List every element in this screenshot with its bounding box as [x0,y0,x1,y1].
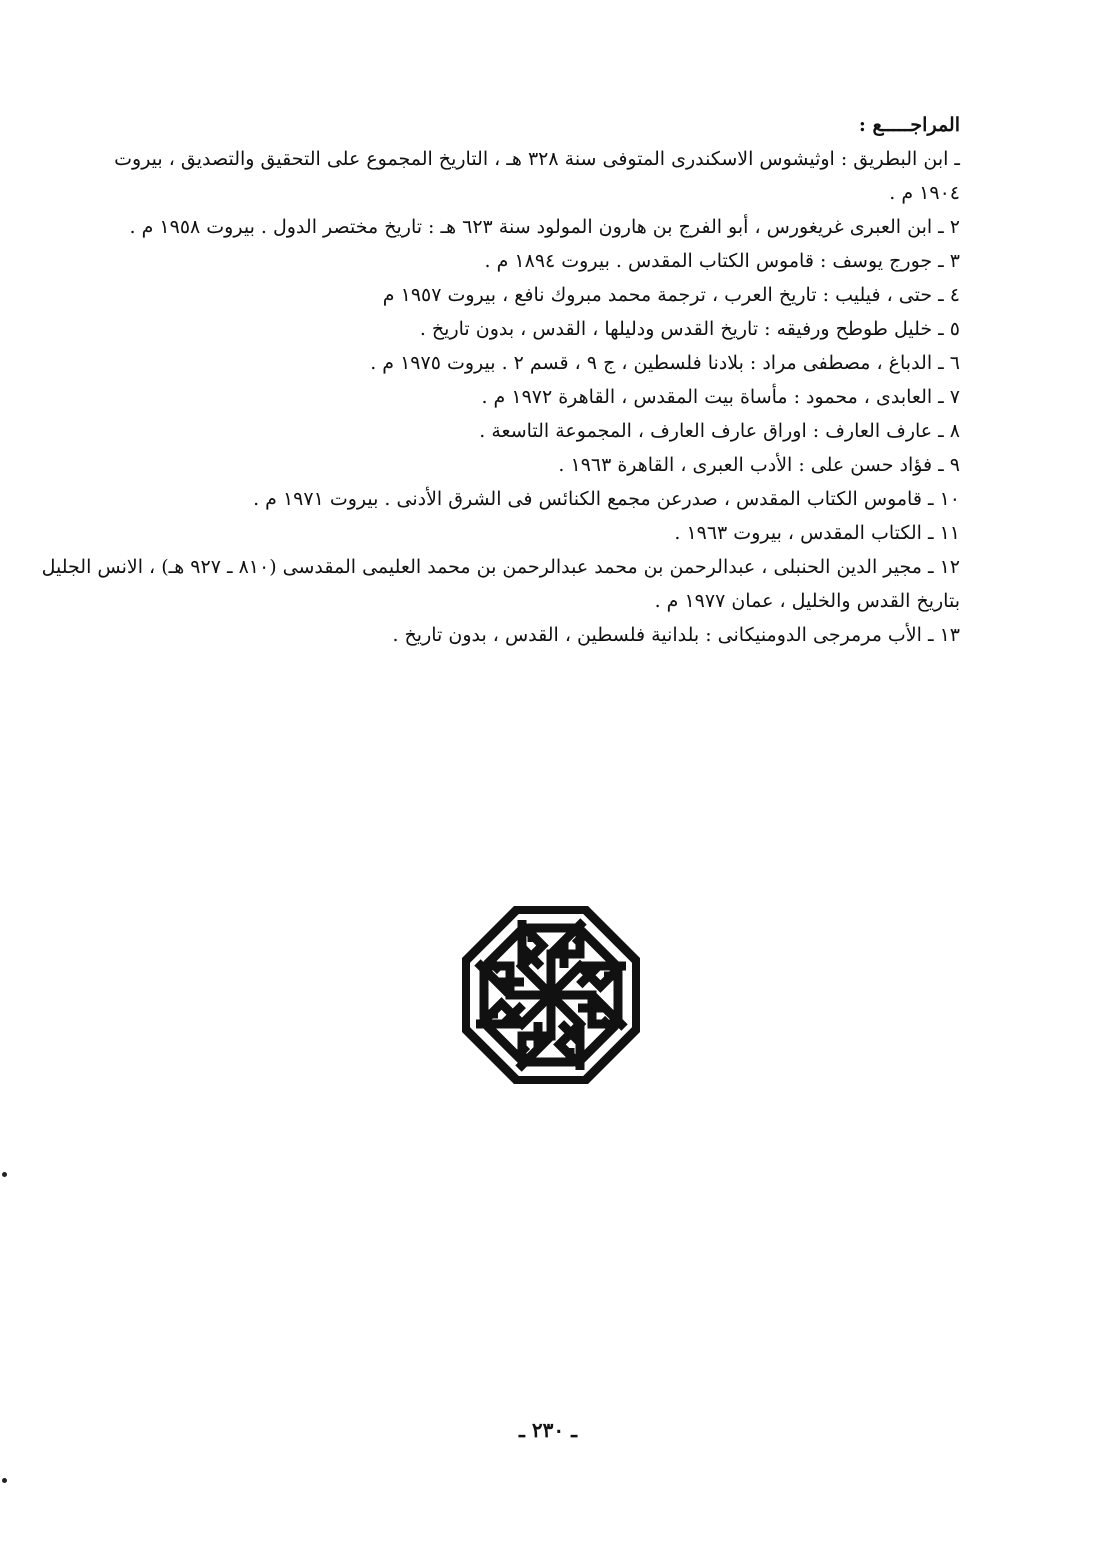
reference-line: بتاريخ القدس والخليل ، عمان ١٩٧٧ م . [654,590,960,612]
reference-line: ١٣ ـ الأب مرمرجى الدومنيكانى : بلدانية فلسطين ، القدس ، بدون تاريخ . [392,624,960,646]
reference-line: ـ ابن البطريق : اوثيشوس الاسكندرى المتوفى سنة ٣٢٨ هـ ، التاريخ المجموع على التحقيق والتصديق ، بيروت [114,148,960,170]
references-heading: المراجـــــع : [858,114,960,136]
scan-margin-mark [2,1478,7,1483]
reference-line: ١٩٠٤ م . [889,182,960,204]
reference-line: ٥ ـ خليل طوطح ورفيقه : تاريخ القدس ودليلها ، القدس ، بدون تاريخ . [419,318,960,340]
page-number: ـ ٢٣٠ ـ [519,1418,577,1442]
reference-line: ٧ ـ العابدى ، محمود : مأساة بيت المقدس ، القاهرة ١٩٧٢ م . [481,386,960,408]
reference-line: ٤ ـ حتى ، فيليب : تاريخ العرب ، ترجمة محمد مبروك نافع ، بيروت ١٩٥٧ م [382,284,960,306]
reference-line: ١١ ـ الكتاب المقدس ، بيروت ١٩٦٣ . [674,522,960,544]
reference-line: ٢ ـ ابن العبرى غريغورس ، أبو الفرج بن هارون المولود سنة ٦٢٣ هـ : تاريخ مختصر الدول . بيروت ١٩٥٨ م . [129,216,960,238]
octagonal-arabesque-ornament-icon [462,906,640,1084]
references-section [41,108,960,652]
reference-line: ٦ ـ الدباغ ، مصطفى مراد : بلادنا فلسطين ، ج ٩ ، قسم ٢ . بيروت ١٩٧٥ م . [370,352,960,374]
scan-margin-mark [2,1172,7,1177]
reference-line: ٨ ـ عارف العارف : اوراق عارف العارف ، المجموعة التاسعة . [479,420,960,442]
reference-line: ١٢ ـ مجير الدين الحنبلى ، عبدالرحمن بن محمد عبدالرحمن بن محمد العليمى المقدسى (٨١٠ ـ ٩٢٧ هـ) ، الانس الجليل [41,556,960,578]
reference-line: ٣ ـ جورج يوسف : قاموس الكتاب المقدس . بيروت ١٨٩٤ م . [484,250,960,272]
reference-line: ١٠ ـ قاموس الكتاب المقدس ، صدرعن مجمع الكنائس فى الشرق الأدنى . بيروت ١٩٧١ م . [253,488,960,510]
reference-line: ٩ ـ فؤاد حسن على : الأدب العبرى ، القاهرة ١٩٦٣ . [558,454,960,476]
